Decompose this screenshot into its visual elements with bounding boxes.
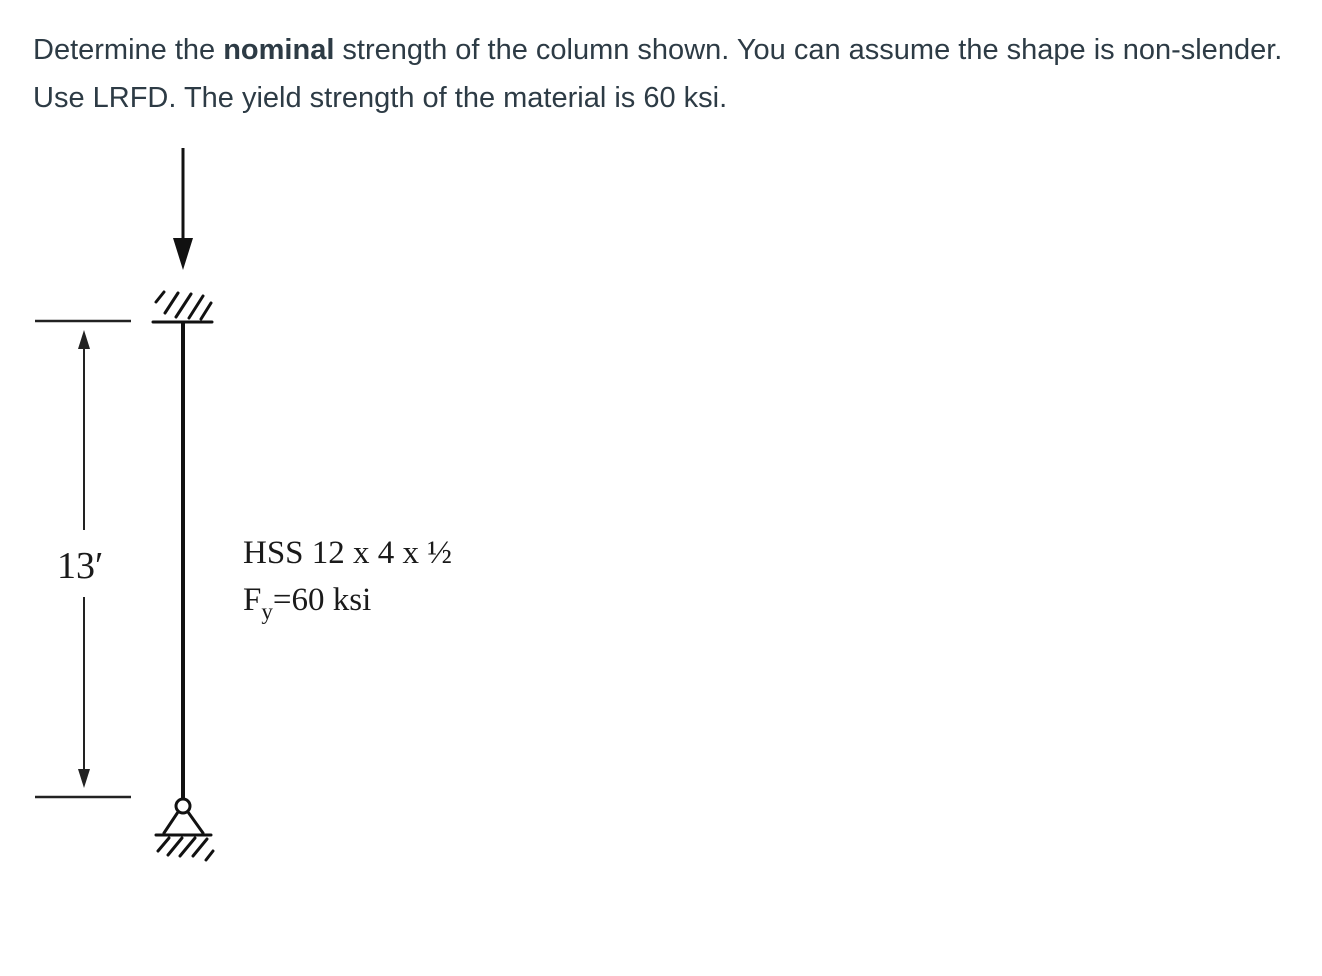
- question-emphasis: nominal: [223, 34, 335, 66]
- fy-value: =60 ksi: [272, 582, 372, 618]
- fixed-support-top: [153, 292, 212, 322]
- fy-symbol: F: [243, 582, 262, 618]
- question-part-1: Determine the: [33, 34, 224, 66]
- load-arrow: [173, 148, 193, 270]
- fy-subscript: y: [261, 599, 273, 624]
- section-label: HSS 12 x 4 x ½: [243, 535, 453, 571]
- pinned-support-bottom: [156, 799, 213, 860]
- yield-strength-label: [243, 582, 371, 624]
- length-label: 13′: [57, 545, 104, 587]
- question-part-2: strength of the column shown. You can assume the shape is non-slender. Use LRFD. The yield strength of the material is 60 ksi.: [33, 34, 1283, 114]
